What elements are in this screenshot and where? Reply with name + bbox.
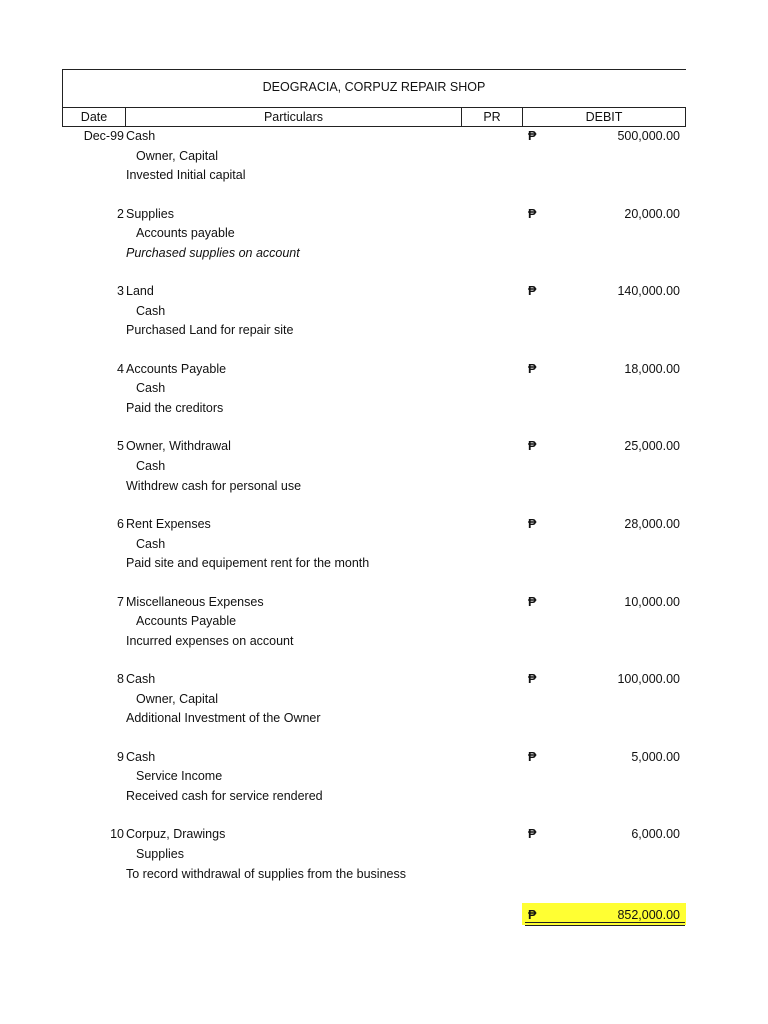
entry-debit-account: Accounts Payable: [126, 361, 227, 376]
entry-debit-account: Rent Expenses: [126, 517, 211, 531]
entry-credit-account: Accounts Payable: [136, 614, 237, 629]
entry-credit-account: Supplies: [136, 847, 184, 861]
entry-date: 8: [117, 672, 124, 687]
entry-date: 2: [117, 206, 124, 221]
total-underline-1: [525, 922, 685, 923]
entry-date: Dec-99: [83, 129, 124, 143]
entry-debit-account: Corpuz, Drawings: [126, 827, 226, 842]
header-pr: PR: [461, 107, 523, 127]
entry-peso-sign: ₱: [528, 594, 537, 609]
entry-explanation: Received cash for service rendered: [126, 789, 323, 803]
entry-date: 9: [117, 749, 124, 764]
entry-peso-sign: ₱: [528, 749, 537, 764]
entry-credit-account: Owner, Capital: [136, 148, 218, 163]
entry-date: 10: [110, 827, 124, 842]
total-peso-sign: ₱: [528, 908, 537, 922]
entry-amount: 140,000.00: [617, 284, 680, 299]
entry-peso-sign: ₱: [528, 827, 537, 842]
entry-debit-account: Cash: [126, 672, 156, 687]
entry-amount: 20,000.00: [624, 206, 680, 221]
entry-peso-sign: ₱: [528, 672, 537, 687]
entry-amount: 500,000.00: [617, 129, 680, 143]
header-date: Date: [62, 107, 126, 127]
total-underline-2: [525, 925, 685, 926]
entry-credit-account: Cash: [136, 303, 166, 318]
header-particulars: Particulars: [125, 107, 462, 127]
entry-date: 5: [117, 439, 124, 454]
entry-date: 3: [117, 284, 124, 299]
entry-debit-account: Land: [126, 284, 154, 299]
entry-debit-account: Cash: [126, 129, 156, 143]
entry-debit-account: Owner, Withdrawal: [126, 439, 231, 454]
entry-date: 4: [117, 361, 124, 376]
entry-explanation: Additional Investment of the Owner: [126, 711, 321, 726]
entry-credit-account: Cash: [136, 536, 166, 551]
entry-explanation: Paid site and equipement rent for the month: [126, 556, 370, 571]
entry-amount: 18,000.00: [624, 361, 680, 376]
journal-title: DEOGRACIA, CORPUZ REPAIR SHOP: [262, 80, 486, 94]
entry-peso-sign: ₱: [528, 284, 537, 299]
entry-explanation: Incurred expenses on account: [126, 633, 294, 648]
header-debit: DEBIT: [522, 107, 686, 127]
entry-amount: 10,000.00: [624, 594, 680, 609]
entry-peso-sign: ₱: [528, 129, 537, 143]
entry-credit-account: Owner, Capital: [136, 691, 218, 706]
entry-amount: 25,000.00: [624, 439, 680, 454]
entry-peso-sign: ₱: [528, 206, 537, 221]
entry-peso-sign: ₱: [528, 361, 537, 376]
entry-credit-account: Cash: [136, 381, 166, 396]
entry-explanation: To record withdrawal of supplies from the business: [126, 866, 406, 881]
entry-amount: 5,000.00: [631, 749, 680, 764]
entry-debit-account: Miscellaneous Expenses: [126, 594, 264, 609]
entry-explanation: Invested Initial capital: [126, 168, 246, 183]
total-amount: 852,000.00: [617, 908, 680, 922]
entry-date: 6: [117, 517, 124, 531]
entry-explanation: Paid the creditors: [126, 401, 224, 415]
entry-explanation: Purchased Land for repair site: [126, 323, 294, 338]
entry-explanation: Withdrew cash for personal use: [126, 478, 302, 493]
entry-amount: 6,000.00: [631, 827, 680, 842]
entry-peso-sign: ₱: [528, 517, 537, 531]
entry-credit-account: Accounts payable: [136, 226, 235, 241]
entry-amount: 28,000.00: [624, 517, 680, 531]
entry-explanation: Purchased supplies on account: [126, 245, 300, 260]
entry-debit-account: Cash: [126, 749, 156, 764]
entry-debit-account: Supplies: [126, 206, 174, 221]
entry-amount: 100,000.00: [617, 672, 680, 687]
entry-peso-sign: ₱: [528, 439, 537, 454]
entry-credit-account: Service Income: [136, 769, 223, 784]
entry-date: 7: [117, 594, 124, 609]
entry-credit-account: Cash: [136, 459, 166, 473]
